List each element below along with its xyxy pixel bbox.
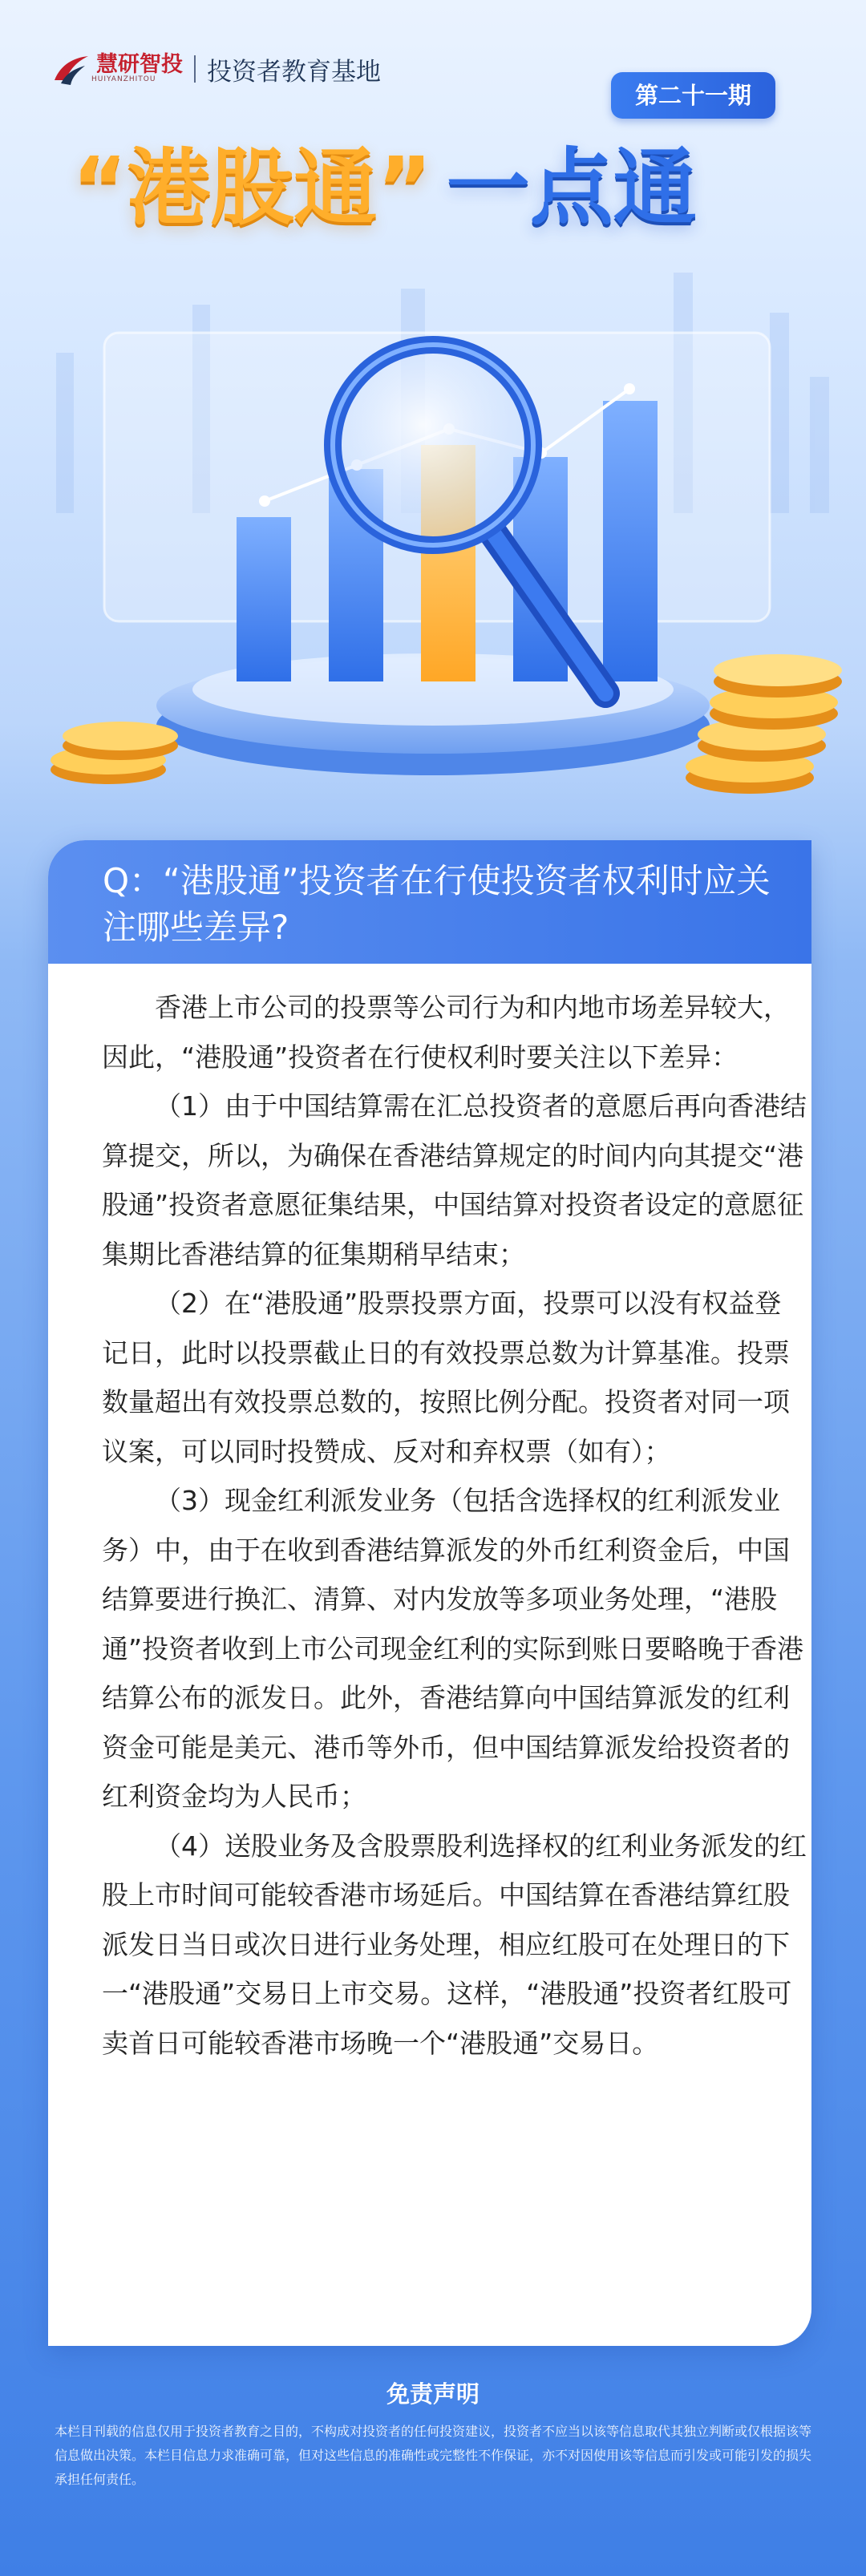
disclaimer-title: 免责声明 — [386, 2380, 480, 2408]
brand-logo-text-block — [91, 52, 183, 83]
brand-divider — [194, 55, 196, 83]
disclaimer-text: 本栏目刊载的信息仅用于投资者教育之目的，不构成对投资者的任何投资建议，投资者不应当以该等信息取代其独立判断或仅根据该等信息做出决策。本栏目信息力求准确可靠，但对这些信息的准确性或完整性不作保证，亦不对因使用该等信息而引发或可能引发的损失承担任何责任。 — [55, 2424, 812, 2487]
question-title: Q：“港股通”投资者在行使投资者权利时应关注哪些差异? — [103, 861, 771, 947]
answer-point-3: （3）现金红利派发业务（包括含选择权的红利派发业务）中，由于在收到香港结算派发的外币红利资金后，中国结算要进行换汇、清算、对内发放等多项业务处理，“港股通”投资者收到上市公司现金红利的实际到账日要略晚于香港结算公布的派发日。此外，香港结算向中国结算派发的红利资金可能是美元、港币等外币，但中国结算派发给投资者的红利资金均为人民币； — [102, 1485, 804, 1812]
page-title — [72, 120, 697, 257]
brand-logo-text: 慧研智投 — [96, 52, 183, 77]
answer-point-4: （4）送股业务及含股票股利选择权的红利业务派发的红股上市时间可能较香港市场延后。中国结算在香港结算红股派发日当日或次日进行业务处理，相应红股可在处理日的下一“港股通”交易日上市交易。这样，“港股通”投资者红股可卖首日可能较香港市场晚一个“港股通”交易日。 — [102, 1830, 807, 2059]
issue-badge: 第二十一期 — [611, 72, 775, 119]
answer-point-1: （1）由于中国结算需在汇总投资者的意愿后再向香港结算提交，所以，为确保在香港结算规定的时间内向其提交“港股通”投资者意愿征集结果，中国结算对投资者设定的意愿征集期比香港结算的征集期稍早结束； — [102, 1090, 807, 1270]
brand-logo-icon — [50, 48, 91, 90]
brand-logo-en: HUIYANZHITOU — [91, 75, 156, 83]
answer-point-2: （2）在“港股通”股票投票方面，投票可以没有权益登记日，此时以投票截止日的有效投票总数为计算基准。投票数量超出有效投票总数的，按照比例分配。投资者对同一项议案，可以同时投赞成、反对和弃权票（如有）； — [102, 1288, 790, 1467]
hero-banner — [0, 0, 866, 834]
title-part-guide: 一点通 — [446, 139, 697, 237]
answer-intro: 香港上市公司的投票等公司行为和内地市场差异较大，因此，“港股通”投资者在行使权利时要关注以下差异： — [102, 992, 790, 1073]
magnifier-chart-illustration — [0, 257, 866, 810]
qa-card — [48, 840, 811, 2346]
title-part-hkconnect: “港股通” — [72, 139, 432, 237]
answer-body — [102, 983, 807, 2068]
brand-header — [50, 47, 381, 91]
brand-subtitle: 投资者教育基地 — [207, 57, 381, 87]
